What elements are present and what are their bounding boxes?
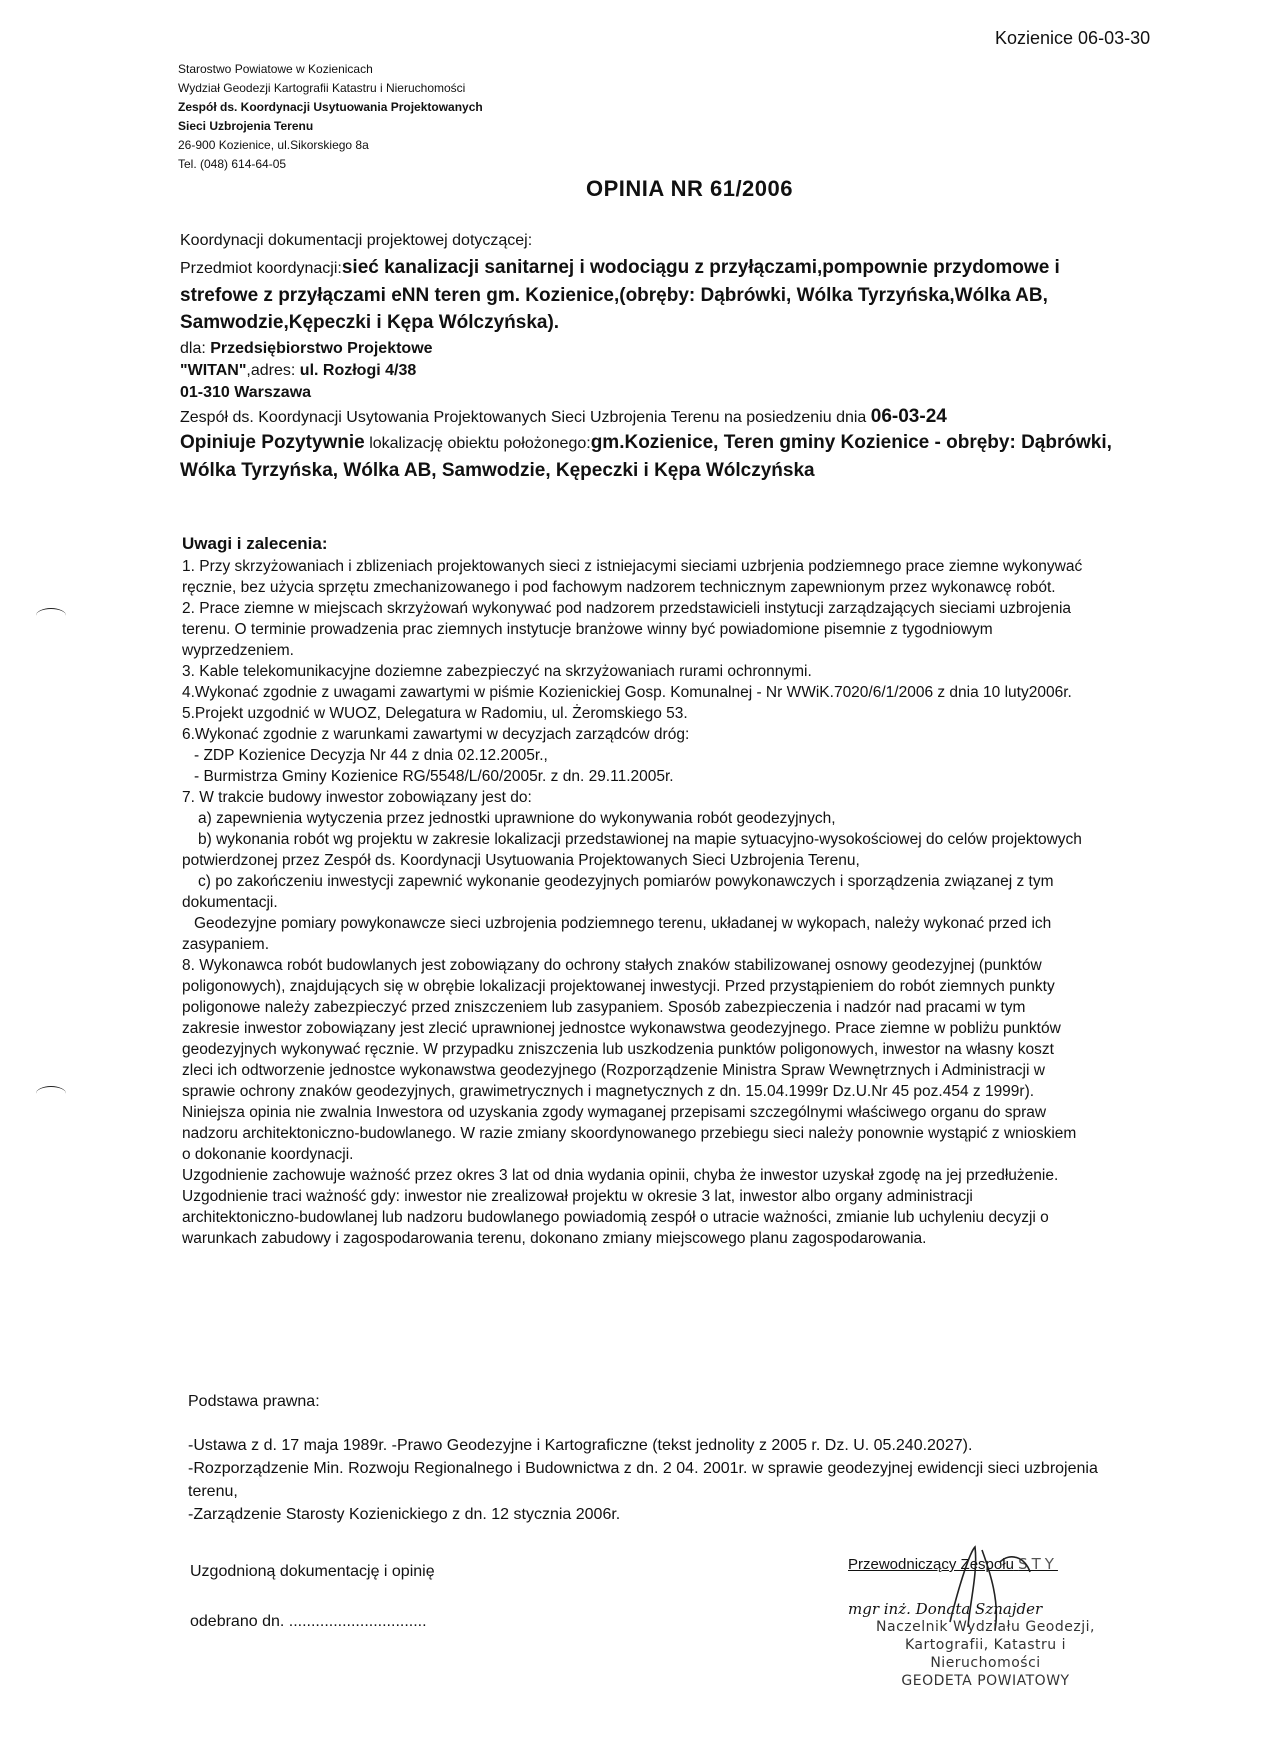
legal-basis-section — [188, 1390, 1168, 1526]
remark-line: dokumentacji. — [182, 894, 278, 911]
margin-mark — [36, 1086, 66, 1101]
subject-text: sieć kanalizacji sanitarnej i wodociągu z przyłączami,pompownie przydomowe i strefowe z przyłączami eNN teren gm. Kozienice,(obręby: Dąbrówki, Wólka Tyrzyńska,Wólka AB, Samwodzie,Kępeczki i Kępa Wólczyńska). — [180, 257, 1060, 333]
remark-line: architektoniczno-budowlanej lub nadzoru budowlanego powiadomią zespół o utracie ważności, zmianie lub uchyleniu decyzji o — [182, 1209, 1049, 1226]
remark-line: ręcznie, bez użycia sprzętu zmechanizowanego i pod fachowym nadzorem technicznym zapewnionym przez wykonawcę robót. — [182, 579, 1056, 596]
margin-mark — [36, 608, 66, 623]
address-street: ul. Rozłogi 4/38 — [299, 362, 417, 379]
remark-line: Uzgodnienie zachowuje ważność przez okres 3 lat od dnia wydania opinii, chyba że inwestor uzyskał zgodę na jej przedłużenie. — [182, 1167, 1059, 1184]
opinion-verdict: Opiniuje Pozytywnie — [180, 432, 365, 453]
remark-line: poligonowych), znajdujących się w obrębie lokalizacji projektowanej inwestycji. Przed przystąpieniem do robót ziemnych punkty — [182, 978, 1055, 995]
remark-line: poligonowe należy zabezpieczyć przed zniszczeniem lub zasypaniem. Sposób zabezpieczenia i nadzór nad pracami w tym — [182, 999, 1026, 1016]
legal-line: terenu, — [188, 1483, 238, 1500]
legal-line: -Ustawa z d. 17 maja 1989r. -Prawo Geodezyjne i Kartograficzne (tekst jednolity z 2005 r. Dz. U. 05.240.2027). — [188, 1437, 973, 1454]
remark-line: zakresie inwestor zobowiązany jest zlecić uprawnionej jednostce wykonawstwa geodezyjnego. Prace ziemne w pobliżu punktów — [182, 1020, 1061, 1037]
received-documentation: Uzgodnioną dokumentację i opinię — [190, 1563, 435, 1580]
remark-line: 7. W trakcie budowy inwestor zobowiązany jest do: — [182, 789, 532, 806]
remark-line: 6.Wykonać zgodnie z warunkami zawartymi w decyzjach zarządców dróg: — [182, 726, 690, 743]
remark-line: Uzgodnienie traci ważność gdy: inwestor nie zrealizował projektu w okresie 3 lat, inwestor albo organy administracji — [182, 1188, 973, 1205]
sender-line: Wydział Geodezji Kartografii Katastru i Nieruchomości — [178, 81, 466, 95]
remark-line: o dokonanie koordynacji. — [182, 1146, 354, 1163]
sender-line: Starostwo Powiatowe w Kozienicach — [178, 62, 373, 76]
signatory-role: Kartografii, Katastru i Nieruchomości — [905, 1637, 1066, 1671]
remark-line: Geodezyjne pomiary powykonawcze sieci uzbrojenia podziemnego terenu, układanej w wykopach, należy wykonać przed ich — [194, 915, 1052, 932]
subject-block — [180, 254, 1140, 336]
remarks-section — [182, 533, 1157, 1249]
remark-line: terenu. O terminie prowadzenia prac ziemnych instytucje branżowe winny być powiadomione pisemnie z tygodniowym — [182, 621, 993, 638]
remark-line: zleci ich odtworzenie jednostce wykonawstwa geodezyjnego (Rozporządzenie Ministra Spraw Wewnętrznych i Administracji w — [182, 1062, 1045, 1079]
opinion-text: lokalizację obiektu położonego: — [369, 435, 591, 452]
remark-line: - ZDP Kozienice Decyzja Nr 44 z dnia 02.12.2005r., — [194, 747, 548, 764]
remark-line: a) zapewnienia wytyczenia przez jednostki uprawnione do wykonywania robót geodezyjnych, — [198, 810, 836, 827]
opinion-location: gm.Kozienice, Teren gminy Kozienice - obręby: Dąbrówki, Wólka Tyrzyńska, Wólka AB, Samwodzie, Kępeczki i Kępa Wólczyńska — [180, 432, 1112, 481]
header-section — [180, 230, 1140, 485]
remark-line: 3. Kable telekomunikacyjne doziemne zabezpieczyć na skrzyżowaniach rurami ochronnymi. — [182, 663, 812, 680]
sender-line: Zespół ds. Koordynacji Usytuowania Projektowanych — [178, 100, 483, 114]
meeting-line — [180, 406, 1140, 429]
remark-line: b) wykonania robót wg projektu w zakresie lokalizacji przedstawionej na mapie sytuacyjno-wysokościowej do celów projektowych — [198, 831, 1082, 848]
remark-line: - Burmistrza Gminy Kozienice RG/5548/L/60/2005r. z dn. 29.11.2005r. — [194, 768, 674, 785]
chair-text: Przewodniczący Zespołu — [848, 1556, 1014, 1573]
legal-heading: Podstawa prawna: — [188, 1393, 320, 1410]
opinion-block — [180, 429, 1140, 485]
signatory-name: mgr inż. Donata Sznajder — [848, 1600, 1043, 1618]
recipient-name: Przedsiębiorstwo Projektowe — [210, 340, 433, 357]
stamp-fragment: STY — [1018, 1555, 1058, 1573]
sender-line: Tel. (048) 614-64-05 — [178, 157, 287, 171]
document-title: OPINIA NR 61/2006 — [586, 176, 793, 201]
address-label: ,adres: — [246, 362, 296, 379]
remark-line: 5.Projekt uzgodnić w WUOZ, Delegatura w Radomiu, ul. Żeromskiego 53. — [182, 705, 688, 722]
meeting-text: Zespół ds. Koordynacji Usytowania Projektowanych Sieci Uzbrojenia Terenu na posiedzeniu dnia — [180, 409, 867, 426]
remark-line: 4.Wykonać zgodnie z uwagami zawartymi w piśmie Kozienickiej Gosp. Komunalnej - Nr WWiK.7020/6/1/2006 z dnia 10 luty2006r. — [182, 684, 1072, 701]
subject-prefix: Przedmiot koordynacji: — [180, 260, 342, 277]
meeting-date: 06-03-24 — [870, 406, 947, 427]
sender-line: 26-900 Kozienice, ul.Sikorskiego 8a — [178, 138, 369, 152]
remark-line: 2. Prace ziemne w miejscach skrzyżowań wykonywać pod nadzorem przedstawicieli instytucji zarządzających sieciami uzbrojenia — [182, 600, 1072, 617]
legal-line: -Rozporządzenie Min. Rozwoju Regionalnego i Budownictwa z dn. 2 04. 2001r. w sprawie geodezyjnej ewidencji sieci uzbrojenia — [188, 1460, 1098, 1477]
remark-line: warunkach zabudowy i zagospodarowania terenu, dokonano zmiany miejscowego planu zagospodarowania. — [182, 1230, 927, 1247]
remark-line: c) po zakończeniu inwestycji zapewnić wykonanie geodezyjnych pomiarów powykonawczych i sporządzenia związanej z tym — [198, 873, 1054, 890]
signatory-role: Naczelnik Wydziału Geodezji, — [876, 1619, 1095, 1635]
recipient-address — [180, 360, 1140, 382]
legal-line: -Zarządzenie Starosty Kozienickiego z dn. 12 stycznia 2006r. — [188, 1506, 621, 1523]
sender-line: Sieci Uzbrojenia Terenu — [178, 119, 314, 133]
remark-line: 8. Wykonawca robót budowlanych jest zobowiązany do ochrony stałych znaków stabilizowanej osnowy geodezyjnej (punktów — [182, 957, 1042, 974]
signatory-title: GEODETA POWIATOWY — [901, 1673, 1070, 1689]
remark-line: potwierdzonej przez Zespół ds. Koordynacji Usytuowania Projektowanych Sieci Uzbrojenia Terenu, — [182, 852, 860, 869]
remark-line: sprawie ochrony znaków geodezyjnych, grawimetrycznych i magnetycznych z dn. 15.04.1999r Dz.U.Nr 45 poz.454 z 1999r). — [182, 1083, 1035, 1100]
remark-line: Niniejsza opinia nie zwalnia Inwestora od uzyskania zgody wymaganej przepisami szczególnymi właściwego organu do spraw — [182, 1104, 1047, 1121]
remark-line: wyprzedzeniem. — [182, 642, 294, 659]
document-date: Kozienice 06-03-30 — [995, 28, 1151, 48]
remark-line: zasypaniem. — [182, 936, 270, 953]
remark-line: nadzoru architektoniczno-budowlanego. W razie zmiany skoordynowanego przebiegu sieci należy ponownie wystąpić z wnioskiem — [182, 1125, 1077, 1142]
intro-line: Koordynacji dokumentacji projektowej dotyczącej: — [180, 232, 533, 249]
recipient-quote: "WITAN" — [180, 362, 247, 379]
sender-block — [178, 60, 483, 174]
signature-scribble — [930, 1542, 1060, 1632]
recipient-block — [180, 338, 1140, 360]
for-label: dla: — [180, 340, 206, 357]
remarks-heading: Uwagi i zalecenia: — [182, 534, 328, 553]
remark-line: geodezyjnych wykonywać ręcznie. W przypadku zniszczenia lub uszkodzenia punktów poligonowych, inwestor na własny koszt — [182, 1041, 1054, 1058]
address-city: 01-310 Warszawa — [180, 384, 312, 401]
received-date-field: odebrano dn. ............................... — [190, 1613, 427, 1630]
remark-line: 1. Przy skrzyżowaniach i zblizeniach projektowanych sieci z istniejacymi sieciami uzbrjenia podziemnego prace ziemne wykonywać — [182, 558, 1083, 575]
